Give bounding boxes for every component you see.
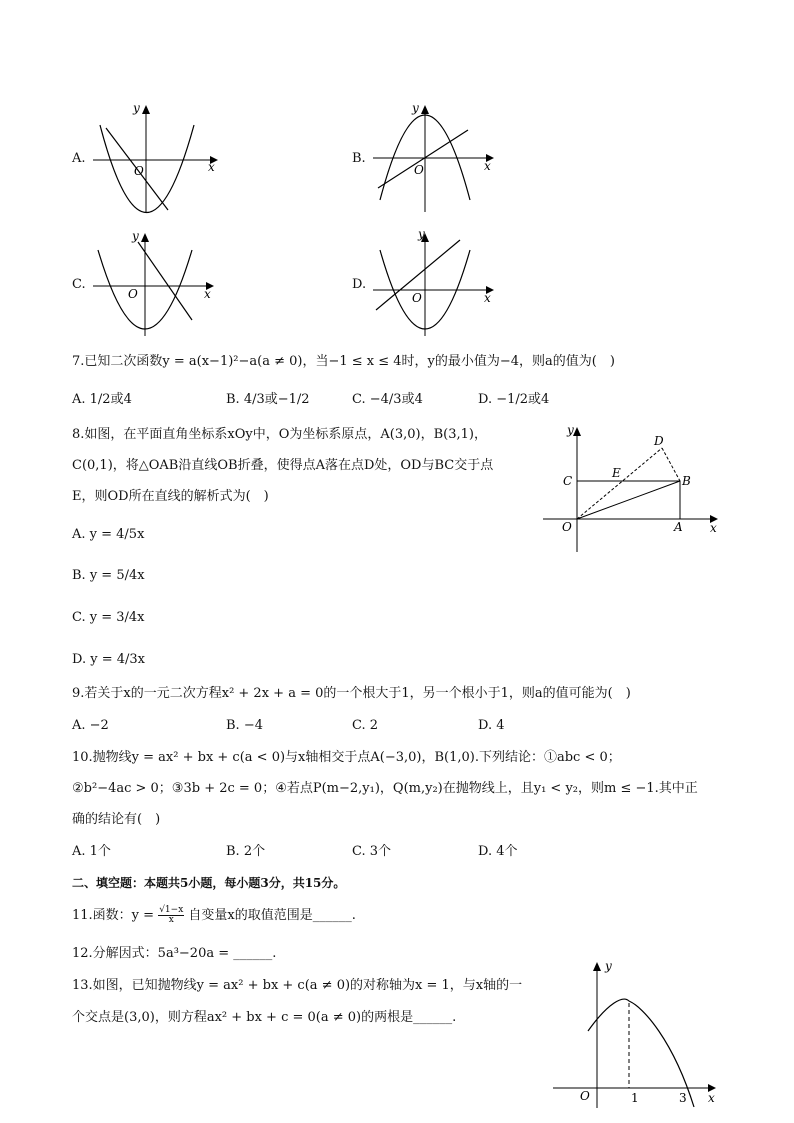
q6b-x-label: x — [484, 159, 491, 173]
q6-graph-a — [88, 100, 228, 215]
q6-graph-d — [368, 228, 508, 338]
q8-stem-line1: 8.如图，在平面直角坐标系xOy中，O为坐标系原点，A(3,0)，B(3,1)， — [72, 427, 487, 442]
q6d-x-label: x — [484, 291, 491, 305]
q11-fraction — [158, 906, 184, 925]
q6-option-b-label[interactable]: B. — [352, 151, 366, 166]
q10-stem-line3: 确的结论有( ) — [72, 812, 161, 827]
q7-option-a[interactable]: A. 1/2或4 — [72, 392, 132, 407]
q9-option-b[interactable]: B. −4 — [226, 718, 263, 733]
q8-stem-line2: C(0,1)，将△OAB沿直线OB折叠，使得点A落在点D处，OD与BC交于点 — [72, 458, 494, 473]
q13-stem-line1: 13.如图，已知抛物线y = ax² + bx + c(a ≠ 0)的对称轴为x = 1，与x轴的一 — [72, 978, 523, 993]
q8-fig-c: C — [563, 474, 573, 488]
q6b-y-label: y — [412, 101, 419, 115]
q8-fig-e: E — [612, 466, 621, 480]
q13-fig-y: y — [605, 959, 612, 973]
q8-fig-d: D — [654, 434, 664, 448]
q6c-x-label: x — [204, 287, 211, 301]
q10-option-c[interactable]: C. 3个 — [352, 844, 392, 859]
q7-stem: 7.已知二次函数y = a(x−1)²−a(a ≠ 0)，当−1 ≤ x ≤ 4时，y的最小值为−4，则a的值为( ) — [72, 354, 615, 369]
q8-option-d[interactable]: D. y = 4/3x — [72, 652, 145, 667]
q6-option-d-label[interactable]: D. — [352, 277, 367, 292]
q9-option-c[interactable]: C. 2 — [352, 718, 379, 733]
q6-option-a-label[interactable]: A. — [72, 151, 86, 166]
q6-graph-c — [88, 228, 228, 338]
q13-stem-line2: 个交点是(3,0)，则方程ax² + bx + c = 0(a ≠ 0)的两根是______. — [72, 1010, 457, 1025]
q8-fig-y: y — [567, 423, 574, 437]
q7-option-b[interactable]: B. 4/3或−1/2 — [226, 392, 310, 407]
q7-option-d[interactable]: D. −1/2或4 — [478, 392, 550, 407]
q10-option-b[interactable]: B. 2个 — [226, 844, 266, 859]
q8-option-a[interactable]: A. y = 4/5x — [72, 527, 145, 542]
q13-fig-x: x — [708, 1091, 715, 1105]
section-2-heading: 二、填空题：本题共5小题，每小题3分，共15分。 — [72, 876, 346, 890]
q13-figure — [548, 955, 728, 1110]
q11-stem — [72, 906, 356, 925]
q6d-y-label: y — [418, 228, 425, 241]
q9-option-a[interactable]: A. −2 — [72, 718, 109, 733]
q13-fig-o: O — [580, 1089, 590, 1103]
q12-stem: 12.分解因式：5a³−20a = ______. — [72, 946, 277, 961]
q10-stem-line1: 10.抛物线y = ax² + bx + c(a < 0)与x轴相交于点A(−3,0)，B(1,0).下列结论：①abc < 0； — [72, 750, 621, 765]
q6c-y-label: y — [132, 229, 139, 243]
q6-option-c-label[interactable]: C. — [72, 277, 86, 292]
q9-stem: 9.若关于x的一元二次方程x² + 2x + a = 0的一个根大于1，另一个根小于1，则a的值可能为( ) — [72, 686, 631, 701]
q8-fig-o: O — [562, 520, 572, 534]
q6d-origin-label: O — [412, 291, 422, 305]
q6-graph-b — [368, 100, 508, 215]
q10-stem-line2: ②b²−4ac > 0；③3b + 2c = 0；④若点P(m−2,y₁)，Q(m,y₂)在抛物线上，且y₁ < y₂，则m ≤ −1.其中正 — [72, 781, 698, 796]
q8-option-c[interactable]: C. y = 3/4x — [72, 610, 145, 625]
q13-fig-tick-1: 1 — [631, 1091, 639, 1105]
q8-figure — [538, 420, 728, 555]
q8-fig-x: x — [710, 521, 717, 535]
q6c-origin-label: O — [128, 287, 138, 301]
q10-option-a[interactable]: A. 1个 — [72, 844, 111, 859]
q6a-y-label: y — [133, 101, 140, 115]
q10-option-d[interactable]: D. 4个 — [478, 844, 518, 859]
q6b-origin-label: O — [414, 163, 424, 177]
q8-stem-line3: E，则OD所在直线的解析式为( ) — [72, 489, 269, 504]
q8-fig-b: B — [682, 474, 691, 488]
q11-numerator: √1−x — [159, 905, 184, 915]
q11-suffix: 自变量x的取值范围是______. — [188, 908, 356, 923]
q11-prefix: 11.函数：y = — [72, 908, 155, 923]
q8-fig-a: A — [674, 520, 683, 534]
q8-option-b[interactable]: B. y = 5/4x — [72, 568, 145, 583]
q6a-x-label: x — [208, 160, 215, 174]
q13-fig-tick-3: 3 — [679, 1091, 687, 1105]
q11-denominator: x — [168, 915, 174, 925]
q9-option-d[interactable]: D. 4 — [478, 718, 505, 733]
q7-option-c[interactable]: C. −4/3或4 — [352, 392, 423, 407]
q6a-origin-label: O — [134, 164, 144, 178]
